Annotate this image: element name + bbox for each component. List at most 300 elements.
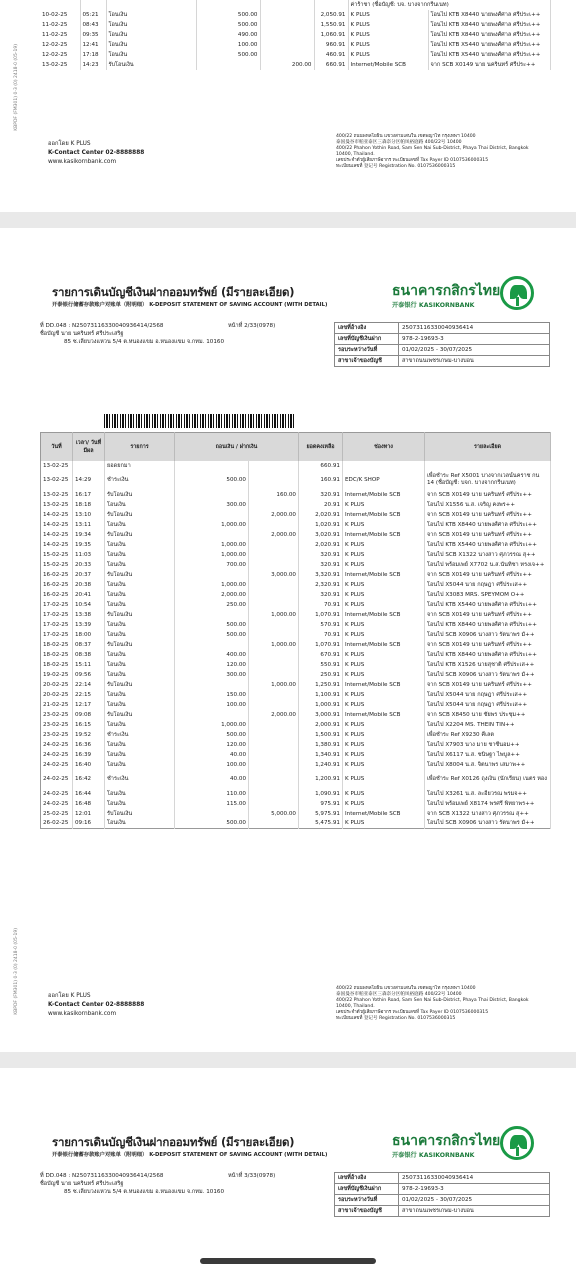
- table-cell: K PLUS: [343, 540, 425, 550]
- table-cell: 1,000.00: [249, 640, 299, 650]
- table-cell: จาก SCB X0149 นาย นครินทร์ ศรีประ++: [425, 570, 551, 580]
- table-row: [41, 770, 551, 789]
- table-row: [41, 670, 551, 680]
- table-row: [41, 490, 551, 500]
- table-cell: [175, 610, 249, 620]
- table-row: [41, 799, 551, 809]
- table-cell: K PLUS: [343, 789, 425, 799]
- table-cell: 13:11: [73, 520, 105, 530]
- table-cell: [73, 461, 105, 471]
- table-cell: 1,070.91: [299, 640, 343, 650]
- table-cell: 70.91: [299, 600, 343, 610]
- table-cell: [249, 461, 299, 471]
- table-cell: จาก SCB X0149 นาย นครินทร์ ศรีประ++: [425, 510, 551, 520]
- table-cell: 500.00: [196, 10, 260, 20]
- table-row: [40, 0, 550, 10]
- table-cell: 14:23: [80, 60, 106, 70]
- info-key-period: รอบระหว่างวันที่: [335, 1195, 399, 1206]
- table-cell: 09:16: [73, 819, 105, 829]
- table-cell: K PLUS: [343, 520, 425, 530]
- table-cell: 320.91: [299, 560, 343, 570]
- table-cell: โอนเงิน: [106, 50, 196, 60]
- table-cell: [425, 461, 551, 471]
- table-cell: 12:17: [73, 700, 105, 710]
- table-row: [41, 471, 551, 490]
- form-code: KBPDF (FM301) 0-3 (0) 2418-0 (05-19): [14, 928, 19, 1015]
- table-cell: 23-02-25: [41, 710, 73, 720]
- table-cell: 160.91: [299, 471, 343, 490]
- bank-address: [336, 986, 536, 1022]
- table-cell: 14-02-25: [41, 520, 73, 530]
- table-cell: โอนไป X6117 น.ส. ชนิษฐา ไพบูล++: [425, 750, 551, 760]
- table-header-row: [41, 433, 551, 461]
- table-cell: K PLUS: [343, 799, 425, 809]
- table-row: [41, 760, 551, 770]
- table-cell: K PLUS: [343, 720, 425, 730]
- table-cell: 13:10: [73, 510, 105, 520]
- table-cell: โอนไป SCB X0906 นางสาว รัตนาพร มั++: [425, 819, 551, 829]
- table-cell: [196, 0, 260, 10]
- table-cell: 320.91: [299, 490, 343, 500]
- table-cell: [196, 60, 260, 70]
- table-cell: K PLUS: [343, 600, 425, 610]
- table-cell: K PLUS: [343, 670, 425, 680]
- table-cell: Internet/Mobile SCB: [343, 490, 425, 500]
- table-cell: [249, 770, 299, 789]
- table-cell: 100.00: [175, 760, 249, 770]
- table-cell: 320.91: [299, 590, 343, 600]
- table-cell: 20-02-25: [41, 690, 73, 700]
- table-cell: [249, 760, 299, 770]
- table-cell: 490.00: [196, 30, 260, 40]
- table-cell: 16:48: [73, 799, 105, 809]
- table-cell: 550.91: [299, 660, 343, 670]
- table-cell: เพื่อชำระ Ref X0126 ถุงเงิน (นักเรียน) เนตร หอง: [425, 770, 551, 789]
- table-cell: 18-02-25: [41, 640, 73, 650]
- table-cell: 17-02-25: [41, 620, 73, 630]
- info-val-branch: สาขาถนนเพชรเกษม-บางบอน: [399, 356, 550, 367]
- table-cell: 08:43: [80, 20, 106, 30]
- table-row: [41, 630, 551, 640]
- table-cell: 23-02-25: [41, 720, 73, 730]
- account-holder-block: [40, 322, 224, 346]
- table-cell: โอนไป พร้อมเพย์ X8174 พรศรี พิทยาพร++: [425, 799, 551, 809]
- table-cell: โอนเงิน: [105, 740, 175, 750]
- table-cell: 3,000.00: [249, 570, 299, 580]
- table-cell: โอนเงิน: [105, 590, 175, 600]
- table-cell: โอนเงิน: [105, 560, 175, 570]
- table-row: [41, 740, 551, 750]
- table-row: [41, 700, 551, 710]
- table-cell: Internet/Mobile SCB: [348, 60, 428, 70]
- info-key-ref: เลขที่อ้างอิง: [335, 323, 399, 334]
- table-cell: [260, 30, 314, 40]
- table-row: [41, 730, 551, 740]
- table-cell: 2,020.91: [299, 540, 343, 550]
- table-cell: 1,380.91: [299, 740, 343, 750]
- table-cell: 25-02-25: [41, 809, 73, 819]
- table-cell: 1,000.00: [175, 580, 249, 590]
- table-cell: 160.00: [249, 490, 299, 500]
- bank-name-th: ธนาคารกสิกรไทย: [392, 283, 501, 299]
- col-description: รายการ: [105, 433, 175, 461]
- table-cell: 670.91: [299, 650, 343, 660]
- table-cell: ชำระเงิน: [105, 471, 175, 490]
- table-cell: รับโอนเงิน: [105, 570, 175, 580]
- table-cell: โอนไป X8004 น.ส. จิตนาพร เสมาพ++: [425, 760, 551, 770]
- table-cell: โอนไป KTB X5440 นายพงศ์ศาล ศรีประเ++: [428, 40, 550, 50]
- table-cell: 200.00: [260, 60, 314, 70]
- table-cell: 08:38: [73, 650, 105, 660]
- table-cell: 11-02-25: [40, 30, 80, 40]
- info-key-branch: สาขาเจ้าของบัญชี: [335, 356, 399, 367]
- statement-ref: ที่ DD.048 : N25073116330040936414/2568: [40, 1173, 164, 1179]
- table-cell: 24-02-25: [41, 789, 73, 799]
- table-cell: รับโอนเงิน: [106, 60, 196, 70]
- info-key-branch: สาขาเจ้าของบัญชี: [335, 1206, 399, 1217]
- registration-no: ทะเบียนเลขที่ 登记号 Registration No. 0107536000315: [336, 1016, 456, 1021]
- table-cell: โอนเงิน: [105, 799, 175, 809]
- table-cell: [106, 0, 196, 10]
- info-val-period: 01/02/2025 - 30/07/2025: [399, 345, 550, 356]
- table-cell: [40, 0, 80, 10]
- table-cell: โอนเงิน: [106, 40, 196, 50]
- table-cell: 14:29: [73, 471, 105, 490]
- table-cell: รับโอนเงิน: [105, 710, 175, 720]
- table-row: [41, 500, 551, 510]
- table-cell: 115.00: [175, 799, 249, 809]
- info-key-account: เลขที่บัญชีเงินฝาก: [335, 334, 399, 345]
- table-cell: โอนไป X2204 MS. THEIN TIN++: [425, 720, 551, 730]
- table-cell: 12-02-25: [40, 40, 80, 50]
- table-cell: โอนไป KTB X5440 นายพงศ์ศาล ศรีประเ++: [425, 540, 551, 550]
- table-cell: 150.00: [175, 690, 249, 700]
- table-cell: 18:00: [73, 630, 105, 640]
- table-cell: 1,340.91: [299, 750, 343, 760]
- table-cell: 1,000.91: [299, 700, 343, 710]
- table-row: [41, 510, 551, 520]
- table-cell: 40.00: [175, 750, 249, 760]
- table-cell: โอนไป KTB X8440 นายพงศ์ศาล ศรีประเ++: [428, 10, 550, 20]
- table-cell: 19:52: [73, 730, 105, 740]
- table-cell: 05:21: [80, 10, 106, 20]
- table-cell: 1,090.91: [299, 789, 343, 799]
- table-cell: 2,050.91: [314, 10, 348, 20]
- table-cell: 12-02-25: [40, 50, 80, 60]
- table-row: [40, 30, 550, 40]
- table-cell: โอนเงิน: [105, 690, 175, 700]
- table-cell: 09:08: [73, 710, 105, 720]
- table-cell: 16-02-25: [41, 580, 73, 590]
- website-link[interactable]: www.kasikornbank.com: [48, 1011, 117, 1017]
- table-cell: 3,020.91: [299, 530, 343, 540]
- table-row: [40, 10, 550, 20]
- table-cell: 12:01: [73, 809, 105, 819]
- table-cell: 14-02-25: [41, 530, 73, 540]
- table-cell: [249, 620, 299, 630]
- table-cell: 500.00: [175, 630, 249, 640]
- table-cell: 10:54: [73, 600, 105, 610]
- table-cell: K PLUS: [343, 660, 425, 670]
- table-cell: [260, 20, 314, 30]
- table-cell: จาก SCB X0149 นาย นครินทร์ ศรีประ++: [425, 640, 551, 650]
- table-cell: [175, 461, 249, 471]
- table-cell: 2,000.00: [249, 530, 299, 540]
- table-cell: 16:15: [73, 720, 105, 730]
- table-cell: [260, 0, 314, 10]
- table-cell: โอนไป พร้อมเพย์ X7702 น.ส.นันทิชา ทรงเจ++: [425, 560, 551, 570]
- table-cell: โอนไป X7903 นาง มาย ชาซีนอม++: [425, 740, 551, 750]
- table-cell: โอนไป KTB X1526 นายสุชาติ ศรีประเส++: [425, 660, 551, 670]
- table-cell: [249, 650, 299, 660]
- table-cell: 16-02-25: [41, 590, 73, 600]
- table-cell: โอนเงิน: [105, 630, 175, 640]
- table-cell: โอนไป X3083 MRS. SPEYMOM O++: [425, 590, 551, 600]
- table-cell: 1,200.91: [299, 770, 343, 789]
- table-row: [41, 461, 551, 471]
- table-cell: [249, 740, 299, 750]
- table-cell: 20-02-25: [41, 680, 73, 690]
- table-cell: K PLUS: [343, 650, 425, 660]
- statement-subtitle: 开泰银行储蓄存款账户对账单（附明细） K-DEPOSIT STATEMENT OF SAVING ACCOUNT (WITH DETAIL): [52, 1152, 328, 1158]
- info-key-account: เลขที่บัญชีเงินฝาก: [335, 1184, 399, 1195]
- table-cell: 570.91: [299, 620, 343, 630]
- table-cell: 120.00: [175, 660, 249, 670]
- registration-no: ทะเบียนเลขที่ 登记号 Registration No. 0107536000315: [336, 164, 456, 169]
- table-cell: 24-02-25: [41, 750, 73, 760]
- table-cell: โอนไป KTB X5440 นายพงศ์ศาล ศรีประเ++: [425, 600, 551, 610]
- table-cell: 09:35: [80, 30, 106, 40]
- table-cell: 500.00: [196, 20, 260, 30]
- table-cell: 10-02-25: [40, 10, 80, 20]
- table-cell: 1,240.91: [299, 760, 343, 770]
- table-cell: 17-02-25: [41, 610, 73, 620]
- issued-by: ออกโดย K PLUS: [48, 993, 91, 999]
- table-cell: โอนเงิน: [105, 700, 175, 710]
- table-cell: 19:35: [73, 540, 105, 550]
- table-cell: โอนไป KTB X8440 นายพงศ์ศาล ศรีประเ++: [428, 20, 550, 30]
- table-cell: โอนไป KTB X8440 นายพงศ์ศาล ศรีประเ++: [425, 520, 551, 530]
- table-cell: [249, 580, 299, 590]
- table-cell: ชำระเงิน: [105, 770, 175, 789]
- table-row: [41, 600, 551, 610]
- table-row: [40, 20, 550, 30]
- table-cell: K PLUS: [343, 760, 425, 770]
- table-cell: 500.00: [175, 471, 249, 490]
- table-row: [41, 550, 551, 560]
- table-cell: โอนเงิน: [105, 650, 175, 660]
- account-name: ชื่อบัญชี นาย นครินทร์ ศรีประเสริฐ: [40, 331, 124, 337]
- table-cell: [260, 40, 314, 50]
- table-cell: 1,070.91: [299, 610, 343, 620]
- table-cell: [249, 720, 299, 730]
- table-cell: K PLUS: [348, 30, 428, 40]
- table-cell: 13-02-25: [41, 490, 73, 500]
- statement-page-3: [0, 1068, 576, 1280]
- info-val-account: 978-2-19693-3: [399, 1184, 550, 1195]
- table-cell: โอนไป X5044 นาย กฤษฎา ศรีประเส++: [425, 700, 551, 710]
- table-cell: [249, 690, 299, 700]
- statement-title: รายการเดินบัญชีเงินฝากออมทรัพย์ (มีรายละเอียด): [52, 285, 295, 299]
- table-cell: 15:11: [73, 660, 105, 670]
- table-cell: โอนไป SCB X0906 นางสาว รัตนาพร มั++: [425, 670, 551, 680]
- table-cell: 975.91: [299, 799, 343, 809]
- table-cell: 12:41: [80, 40, 106, 50]
- table-row: [41, 530, 551, 540]
- table-cell: 18-02-25: [41, 650, 73, 660]
- table-cell: 700.00: [175, 560, 249, 570]
- address-en: 400/22 Phahon Yothin Road, Sam Sen Nai Sub-District, Phaya Thai District, Bangkok 10400, Thailand.: [336, 998, 529, 1009]
- table-cell: [80, 0, 106, 10]
- kasikornbank-logo-icon: [500, 1126, 534, 1160]
- table-cell: 2,000.00: [249, 710, 299, 720]
- table-cell: จาก SCB X0149 นาย นครินทร์ ศรีประ++: [425, 530, 551, 540]
- table-row: [41, 680, 551, 690]
- table-cell: [343, 461, 425, 471]
- table-cell: รับโอนเงิน: [105, 530, 175, 540]
- table-cell: 500.00: [196, 50, 260, 60]
- table-cell: EDC/K SHOP: [343, 471, 425, 490]
- table-cell: 17-02-25: [41, 600, 73, 610]
- table-cell: จาก SCB X0149 นาย นครินทร์ ศรีประ++: [425, 680, 551, 690]
- table-cell: K PLUS: [343, 590, 425, 600]
- table-cell: [260, 10, 314, 20]
- info-val-ref: 25073116330040936414: [399, 323, 550, 334]
- table-cell: 1,020.91: [299, 520, 343, 530]
- table-cell: โอนเงิน: [105, 720, 175, 730]
- table-cell: 3,000.91: [299, 710, 343, 720]
- address-th: 400/22 ถนนพหลโยธิน แขวงสามเสนใน เขตพญาไท กรุงเทพฯ 10400: [336, 134, 476, 139]
- table-cell: 460.91: [314, 50, 348, 60]
- table-cell: โอนไป KTB X8440 นายพงศ์ศาล ศรีประเ++: [425, 620, 551, 630]
- table-row: [41, 660, 551, 670]
- table-cell: [249, 540, 299, 550]
- table-cell: [260, 50, 314, 60]
- table-cell: 17:18: [80, 50, 106, 60]
- contact-center: K-Contact Center 02-8888888: [48, 150, 145, 156]
- account-name: ชื่อบัญชี นาย นครินทร์ ศรีประเสริฐ: [40, 1181, 124, 1187]
- table-cell: โอนเงิน: [105, 600, 175, 610]
- table-cell: Internet/Mobile SCB: [343, 570, 425, 580]
- table-cell: 13-02-25: [41, 471, 73, 490]
- table-row: [41, 540, 551, 550]
- table-row: [40, 40, 550, 50]
- table-cell: 20:38: [73, 580, 105, 590]
- table-cell: โอนเงิน: [105, 750, 175, 760]
- table-cell: [249, 819, 299, 829]
- table-cell: K PLUS: [343, 580, 425, 590]
- table-cell: K PLUS: [348, 40, 428, 50]
- table-cell: 13-02-25: [40, 60, 80, 70]
- table-cell: 2,000.91: [299, 720, 343, 730]
- table-cell: 1,500.91: [299, 730, 343, 740]
- table-cell: [249, 750, 299, 760]
- table-cell: โอนไป X5044 นาย กฤษฎา ศรีประเส++: [425, 580, 551, 590]
- table-cell: K PLUS: [343, 770, 425, 789]
- transaction-table-page-2: [40, 432, 551, 829]
- table-row: [41, 789, 551, 799]
- table-cell: 13-02-25: [41, 500, 73, 510]
- info-val-period: 01/02/2025 - 30/07/2025: [399, 1195, 550, 1206]
- table-cell: K PLUS: [343, 560, 425, 570]
- table-row: [40, 50, 550, 60]
- table-cell: 2,020.91: [299, 510, 343, 520]
- home-indicator[interactable]: [200, 1258, 376, 1264]
- table-cell: [249, 730, 299, 740]
- col-date: วันที่: [41, 433, 73, 461]
- table-row: [41, 690, 551, 700]
- account-info-table: [334, 1172, 550, 1217]
- table-cell: 1,000.00: [249, 680, 299, 690]
- table-cell: จาก SCB X0149 นาย นครินทร์ ศรีประ++: [425, 610, 551, 620]
- table-cell: 1,550.91: [314, 20, 348, 30]
- table-cell: 24-02-25: [41, 740, 73, 750]
- table-cell: 500.00: [175, 730, 249, 740]
- table-cell: 2,320.91: [299, 580, 343, 590]
- table-cell: [175, 809, 249, 819]
- table-cell: จาก SCB X8450 นาย ชัยพร ประชุม++: [425, 710, 551, 720]
- table-cell: 100.00: [196, 40, 260, 50]
- table-cell: 5,475.91: [299, 819, 343, 829]
- table-cell: โอนเงิน: [105, 670, 175, 680]
- table-cell: K PLUS: [343, 740, 425, 750]
- table-cell: 1,000.00: [249, 610, 299, 620]
- table-cell: [249, 660, 299, 670]
- account-address: 85 ซ.เลียบวงแหวน 5/4 ต.หนองแขม อ.หนองแขม จ.กทม. 10160: [64, 1189, 225, 1195]
- kasikornbank-logo-icon: [500, 276, 534, 310]
- table-cell: โอนเงิน: [105, 819, 175, 829]
- table-cell: K PLUS: [348, 20, 428, 30]
- table-cell: 16-02-25: [41, 570, 73, 580]
- table-cell: โอนเงิน: [105, 520, 175, 530]
- table-cell: 16:39: [73, 750, 105, 760]
- table-cell: 1,060.91: [314, 30, 348, 40]
- table-cell: โอนไป X3261 น.ส. ละอียวรณ พรมจ++: [425, 789, 551, 799]
- table-cell: 20:33: [73, 560, 105, 570]
- table-cell: K PLUS: [348, 10, 428, 20]
- table-cell: 19-02-25: [41, 670, 73, 680]
- table-row: [41, 640, 551, 650]
- account-info-table: [334, 322, 550, 367]
- table-cell: รับโอนเงิน: [105, 809, 175, 819]
- table-row: [41, 819, 551, 829]
- table-cell: [175, 530, 249, 540]
- table-cell: 17-02-25: [41, 630, 73, 640]
- table-row: [41, 590, 551, 600]
- info-val-account: 978-2-19693-3: [399, 334, 550, 345]
- table-cell: โอนเงิน: [106, 30, 196, 40]
- table-cell: K PLUS: [343, 819, 425, 829]
- footer-left: [48, 140, 144, 167]
- table-cell: เพื่อชำระ Ref X9230 คีเลต: [425, 730, 551, 740]
- table-cell: ยอดยกมา: [105, 461, 175, 471]
- statement-page-1: [0, 0, 576, 212]
- website-link[interactable]: www.kasikornbank.com: [48, 159, 117, 165]
- table-cell: 120.00: [175, 740, 249, 750]
- info-val-ref: 25073116330040936414: [399, 1173, 550, 1184]
- table-cell: K PLUS: [343, 500, 425, 510]
- table-cell: 1,100.91: [299, 690, 343, 700]
- table-cell: 300.00: [175, 500, 249, 510]
- table-cell: [249, 600, 299, 610]
- table-cell: [175, 710, 249, 720]
- table-cell: จาก SCB X1322 นางสาว ศุภวรรณ สุ++: [425, 809, 551, 819]
- table-cell: 660.91: [299, 461, 343, 471]
- table-cell: [249, 700, 299, 710]
- table-cell: [249, 670, 299, 680]
- statement-page-2: [0, 228, 576, 1052]
- table-cell: 660.91: [314, 60, 348, 70]
